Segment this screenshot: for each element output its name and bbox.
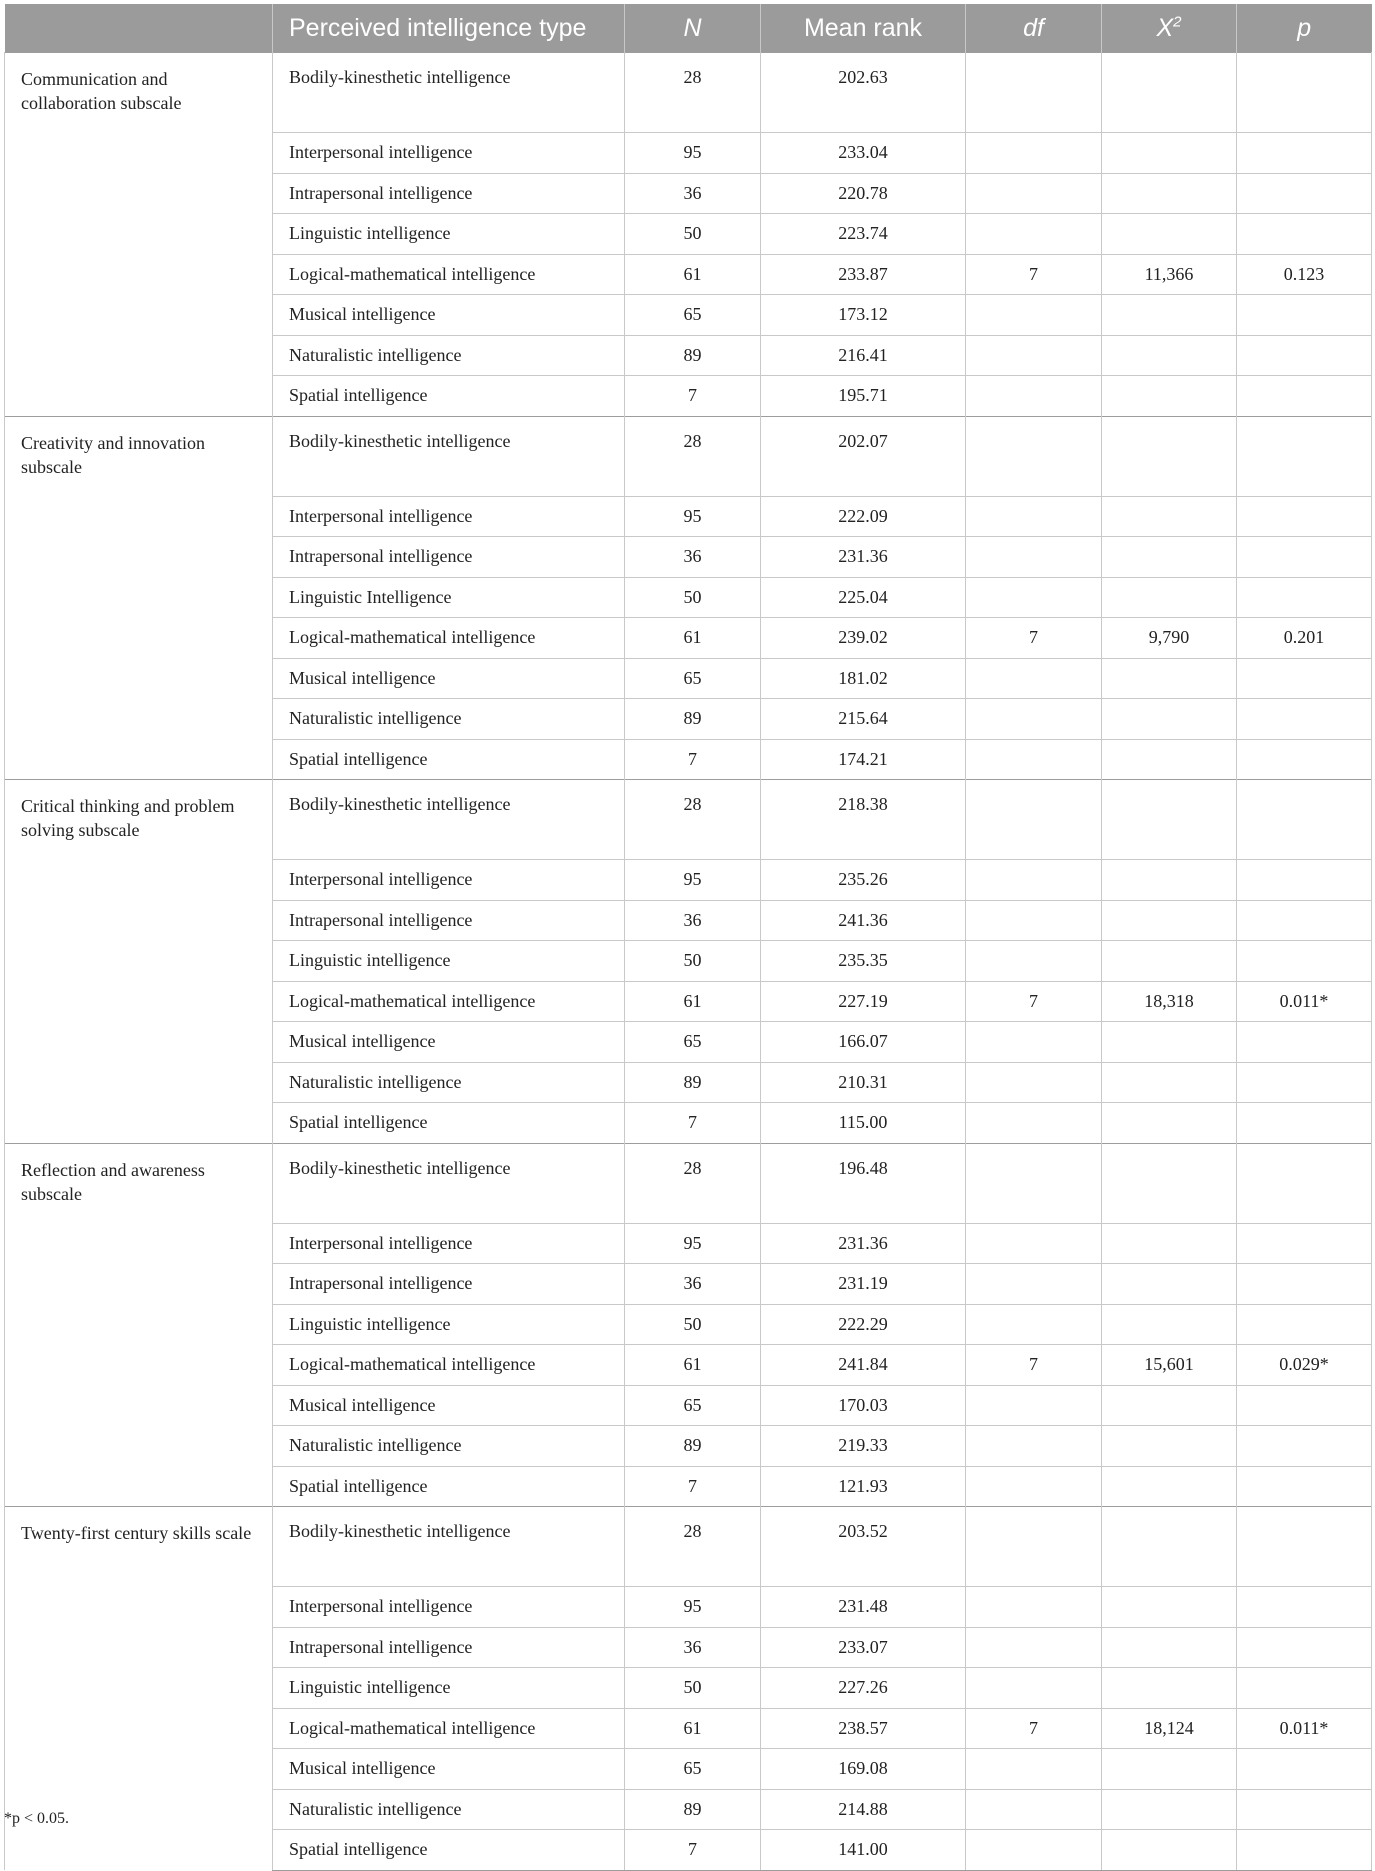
n-cell: 61 — [625, 981, 761, 1022]
n-cell: 36 — [625, 1264, 761, 1305]
n-cell: 89 — [625, 1426, 761, 1467]
intelligence-type-cell: Logical-mathematical intelligence — [273, 618, 625, 659]
chi-square-cell — [1102, 577, 1237, 618]
intelligence-type-cell: Interpersonal intelligence — [273, 1587, 625, 1628]
intelligence-type-cell: Linguistic intelligence — [273, 214, 625, 255]
n-cell: 28 — [625, 53, 761, 133]
intelligence-type-cell: Musical intelligence — [273, 1022, 625, 1063]
df-cell — [966, 335, 1102, 376]
p-value-cell — [1237, 941, 1372, 982]
intelligence-type-cell: Logical-mathematical intelligence — [273, 1345, 625, 1386]
mean-rank-cell: 115.00 — [761, 1103, 966, 1144]
chi-square-cell — [1102, 214, 1237, 255]
intelligence-type-cell: Intrapersonal intelligence — [273, 1627, 625, 1668]
scale-label: Twenty-first century skills scale — [5, 1507, 273, 1871]
df-cell — [966, 1304, 1102, 1345]
chi-square-cell — [1102, 658, 1237, 699]
p-value-cell — [1237, 416, 1372, 496]
df-cell — [966, 860, 1102, 901]
intelligence-type-cell: Naturalistic intelligence — [273, 699, 625, 740]
n-cell: 65 — [625, 658, 761, 699]
scale-label: Communication and collaboration subscale — [5, 53, 273, 417]
chi-square-cell — [1102, 416, 1237, 496]
intelligence-type-cell: Intrapersonal intelligence — [273, 900, 625, 941]
df-cell — [966, 900, 1102, 941]
n-cell: 36 — [625, 1627, 761, 1668]
intelligence-type-cell: Linguistic intelligence — [273, 941, 625, 982]
chi-square-cell: 15,601 — [1102, 1345, 1237, 1386]
n-cell: 65 — [625, 1385, 761, 1426]
df-cell: 7 — [966, 254, 1102, 295]
mean-rank-cell: 227.19 — [761, 981, 966, 1022]
mean-rank-cell: 210.31 — [761, 1062, 966, 1103]
table-row — [5, 780, 1372, 860]
intelligence-type-cell: Bodily-kinesthetic intelligence — [273, 1507, 625, 1587]
mean-rank-cell: 233.87 — [761, 254, 966, 295]
table-body — [5, 53, 1372, 1871]
intelligence-type-cell: Bodily-kinesthetic intelligence — [273, 780, 625, 860]
df-cell — [966, 941, 1102, 982]
mean-rank-cell: 195.71 — [761, 376, 966, 417]
chi-square-cell — [1102, 1062, 1237, 1103]
intelligence-type-cell: Bodily-kinesthetic intelligence — [273, 53, 625, 133]
mean-rank-cell: 227.26 — [761, 1668, 966, 1709]
df-cell — [966, 1143, 1102, 1223]
df-cell — [966, 173, 1102, 214]
intelligence-type-cell: Spatial intelligence — [273, 1830, 625, 1871]
mean-rank-cell: 174.21 — [761, 739, 966, 780]
chi-square-cell — [1102, 53, 1237, 133]
p-value-cell — [1237, 860, 1372, 901]
chi-square-cell — [1102, 133, 1237, 174]
intelligence-type-cell: Logical-mathematical intelligence — [273, 981, 625, 1022]
p-value-cell: 0.011* — [1237, 981, 1372, 1022]
df-cell — [966, 496, 1102, 537]
df-cell — [966, 658, 1102, 699]
n-cell: 89 — [625, 699, 761, 740]
table-row — [5, 53, 1372, 133]
p-value-cell — [1237, 1304, 1372, 1345]
df-cell — [966, 699, 1102, 740]
n-cell: 61 — [625, 1345, 761, 1386]
chi-square-cell — [1102, 1304, 1237, 1345]
intelligence-type-cell: Naturalistic intelligence — [273, 1789, 625, 1830]
chi-square-cell: 9,790 — [1102, 618, 1237, 659]
intelligence-type-cell: Naturalistic intelligence — [273, 1426, 625, 1467]
df-cell — [966, 214, 1102, 255]
mean-rank-cell: 170.03 — [761, 1385, 966, 1426]
mean-rank-cell: 141.00 — [761, 1830, 966, 1871]
mean-rank-cell: 233.07 — [761, 1627, 966, 1668]
n-cell: 28 — [625, 780, 761, 860]
chi-square-cell — [1102, 739, 1237, 780]
mean-rank-cell: 216.41 — [761, 335, 966, 376]
table-row — [5, 1507, 1372, 1587]
p-value-cell — [1237, 1627, 1372, 1668]
p-value-cell — [1237, 900, 1372, 941]
n-cell: 50 — [625, 941, 761, 982]
mean-rank-cell: 233.04 — [761, 133, 966, 174]
p-value-cell — [1237, 376, 1372, 417]
p-value-cell — [1237, 335, 1372, 376]
n-cell: 7 — [625, 1466, 761, 1507]
df-cell: 7 — [966, 1345, 1102, 1386]
chi-square-cell: 18,124 — [1102, 1708, 1237, 1749]
mean-rank-cell: 235.35 — [761, 941, 966, 982]
df-cell: 7 — [966, 618, 1102, 659]
n-cell: 36 — [625, 537, 761, 578]
n-cell: 7 — [625, 1830, 761, 1871]
chi-square-cell: 11,366 — [1102, 254, 1237, 295]
df-cell — [966, 1103, 1102, 1144]
mean-rank-cell: 238.57 — [761, 1708, 966, 1749]
mean-rank-cell: 241.36 — [761, 900, 966, 941]
p-value-cell — [1237, 1507, 1372, 1587]
mean-rank-cell: 121.93 — [761, 1466, 966, 1507]
header-mean-rank: Mean rank — [761, 4, 966, 53]
p-value-cell — [1237, 699, 1372, 740]
p-value-cell — [1237, 537, 1372, 578]
n-cell: 61 — [625, 254, 761, 295]
scale-label: Critical thinking and problem solving subscale — [5, 780, 273, 1144]
n-cell: 95 — [625, 1587, 761, 1628]
df-cell — [966, 295, 1102, 336]
chi-square-cell — [1102, 941, 1237, 982]
df-cell: 7 — [966, 981, 1102, 1022]
p-value-cell — [1237, 1385, 1372, 1426]
intelligence-type-cell: Logical-mathematical intelligence — [273, 254, 625, 295]
mean-rank-cell: 219.33 — [761, 1426, 966, 1467]
intelligence-type-cell: Spatial intelligence — [273, 1466, 625, 1507]
intelligence-type-cell: Intrapersonal intelligence — [273, 1264, 625, 1305]
p-value-cell — [1237, 1789, 1372, 1830]
chi-square-cell — [1102, 1627, 1237, 1668]
header-chi-square-base: X — [1156, 13, 1174, 42]
mean-rank-cell: 223.74 — [761, 214, 966, 255]
p-value-cell — [1237, 1264, 1372, 1305]
chi-square-cell — [1102, 860, 1237, 901]
intelligence-type-cell: Intrapersonal intelligence — [273, 537, 625, 578]
table-row — [5, 416, 1372, 496]
n-cell: 50 — [625, 214, 761, 255]
p-value-cell — [1237, 214, 1372, 255]
mean-rank-cell: 220.78 — [761, 173, 966, 214]
df-cell: 7 — [966, 1708, 1102, 1749]
n-cell: 95 — [625, 1223, 761, 1264]
p-value-cell: 0.123 — [1237, 254, 1372, 295]
chi-square-cell — [1102, 537, 1237, 578]
chi-square-cell — [1102, 900, 1237, 941]
scale-label: Creativity and innovation subscale — [5, 416, 273, 780]
intelligence-type-cell: Musical intelligence — [273, 295, 625, 336]
df-cell — [966, 1627, 1102, 1668]
chi-square-cell — [1102, 1507, 1237, 1587]
df-cell — [966, 780, 1102, 860]
p-value-cell: 0.011* — [1237, 1708, 1372, 1749]
chi-square-cell — [1102, 376, 1237, 417]
table-row — [5, 1143, 1372, 1223]
n-cell: 89 — [625, 1789, 761, 1830]
chi-square-cell — [1102, 1426, 1237, 1467]
p-value-cell — [1237, 133, 1372, 174]
p-value-cell — [1237, 173, 1372, 214]
n-cell: 89 — [625, 335, 761, 376]
chi-square-cell — [1102, 1466, 1237, 1507]
n-cell: 50 — [625, 1304, 761, 1345]
p-value-cell — [1237, 295, 1372, 336]
n-cell: 7 — [625, 376, 761, 417]
p-value-cell — [1237, 1749, 1372, 1790]
mean-rank-cell: 202.07 — [761, 416, 966, 496]
intelligence-type-cell: Linguistic intelligence — [273, 1668, 625, 1709]
p-value-cell — [1237, 658, 1372, 699]
intelligence-type-cell: Bodily-kinesthetic intelligence — [273, 416, 625, 496]
n-cell: 36 — [625, 173, 761, 214]
intelligence-type-cell: Interpersonal intelligence — [273, 860, 625, 901]
p-value-cell — [1237, 1587, 1372, 1628]
mean-rank-cell: 215.64 — [761, 699, 966, 740]
chi-square-cell — [1102, 295, 1237, 336]
n-cell: 95 — [625, 860, 761, 901]
n-cell: 28 — [625, 1507, 761, 1587]
header-chi-square — [1102, 4, 1237, 53]
df-cell — [966, 1789, 1102, 1830]
mean-rank-cell: 235.26 — [761, 860, 966, 901]
chi-square-cell — [1102, 1022, 1237, 1063]
intelligence-type-cell: Naturalistic intelligence — [273, 1062, 625, 1103]
mean-rank-cell: 225.04 — [761, 577, 966, 618]
df-cell — [966, 1062, 1102, 1103]
chi-square-cell — [1102, 780, 1237, 860]
n-cell: 50 — [625, 1668, 761, 1709]
p-value-cell — [1237, 1668, 1372, 1709]
df-cell — [966, 1749, 1102, 1790]
n-cell: 89 — [625, 1062, 761, 1103]
chi-square-cell — [1102, 335, 1237, 376]
n-cell: 61 — [625, 1708, 761, 1749]
chi-square-cell — [1102, 1385, 1237, 1426]
p-value-cell — [1237, 1223, 1372, 1264]
chi-square-cell — [1102, 1789, 1237, 1830]
p-value-cell: 0.201 — [1237, 618, 1372, 659]
results-table-container — [4, 4, 1371, 1871]
header-p: p — [1237, 4, 1372, 53]
df-cell — [966, 53, 1102, 133]
intelligence-type-cell: Interpersonal intelligence — [273, 496, 625, 537]
header-n: N — [625, 4, 761, 53]
chi-square-cell — [1102, 1587, 1237, 1628]
mean-rank-cell: 222.29 — [761, 1304, 966, 1345]
n-cell: 36 — [625, 900, 761, 941]
df-cell — [966, 739, 1102, 780]
kruskal-wallis-table — [4, 4, 1372, 1871]
p-value-cell — [1237, 496, 1372, 537]
header-chi-square-superscript: 2 — [1173, 13, 1182, 31]
intelligence-type-cell: Spatial intelligence — [273, 1103, 625, 1144]
mean-rank-cell: 169.08 — [761, 1749, 966, 1790]
chi-square-cell — [1102, 1264, 1237, 1305]
intelligence-type-cell: Linguistic intelligence — [273, 1304, 625, 1345]
df-cell — [966, 1587, 1102, 1628]
intelligence-type-cell: Interpersonal intelligence — [273, 133, 625, 174]
p-value-cell — [1237, 53, 1372, 133]
df-cell — [966, 1022, 1102, 1063]
chi-square-cell — [1102, 173, 1237, 214]
scale-label: Reflection and awareness subscale — [5, 1143, 273, 1507]
n-cell: 65 — [625, 295, 761, 336]
n-cell: 7 — [625, 739, 761, 780]
intelligence-type-cell: Musical intelligence — [273, 1749, 625, 1790]
p-value-cell — [1237, 1062, 1372, 1103]
df-cell — [966, 1507, 1102, 1587]
header-scale — [5, 4, 273, 53]
n-cell: 65 — [625, 1749, 761, 1790]
p-value-cell: 0.029* — [1237, 1345, 1372, 1386]
mean-rank-cell: 203.52 — [761, 1507, 966, 1587]
p-value-cell — [1237, 739, 1372, 780]
chi-square-cell — [1102, 1749, 1237, 1790]
table-header-row — [5, 4, 1372, 53]
n-cell: 61 — [625, 618, 761, 659]
df-cell — [966, 577, 1102, 618]
mean-rank-cell: 214.88 — [761, 1789, 966, 1830]
n-cell: 65 — [625, 1022, 761, 1063]
p-value-cell — [1237, 1466, 1372, 1507]
df-cell — [966, 1426, 1102, 1467]
intelligence-type-cell: Intrapersonal intelligence — [273, 173, 625, 214]
mean-rank-cell: 241.84 — [761, 1345, 966, 1386]
mean-rank-cell: 173.12 — [761, 295, 966, 336]
p-value-cell — [1237, 1143, 1372, 1223]
intelligence-type-cell: Interpersonal intelligence — [273, 1223, 625, 1264]
mean-rank-cell: 239.02 — [761, 618, 966, 659]
n-cell: 95 — [625, 133, 761, 174]
mean-rank-cell: 218.38 — [761, 780, 966, 860]
intelligence-type-cell: Spatial intelligence — [273, 739, 625, 780]
p-value-cell — [1237, 577, 1372, 618]
df-cell — [966, 1223, 1102, 1264]
n-cell: 7 — [625, 1103, 761, 1144]
df-cell — [966, 1466, 1102, 1507]
mean-rank-cell: 222.09 — [761, 496, 966, 537]
intelligence-type-cell: Musical intelligence — [273, 1385, 625, 1426]
intelligence-type-cell: Linguistic Intelligence — [273, 577, 625, 618]
chi-square-cell — [1102, 1143, 1237, 1223]
df-cell — [966, 537, 1102, 578]
table-footnote: *p < 0.05. — [4, 1810, 70, 1827]
n-cell: 28 — [625, 416, 761, 496]
chi-square-cell — [1102, 1103, 1237, 1144]
df-cell — [966, 1668, 1102, 1709]
n-cell: 95 — [625, 496, 761, 537]
chi-square-cell — [1102, 699, 1237, 740]
n-cell: 50 — [625, 577, 761, 618]
header-df: df — [966, 4, 1102, 53]
p-value-cell — [1237, 1103, 1372, 1144]
df-cell — [966, 376, 1102, 417]
df-cell — [966, 133, 1102, 174]
intelligence-type-cell: Spatial intelligence — [273, 376, 625, 417]
mean-rank-cell: 231.19 — [761, 1264, 966, 1305]
df-cell — [966, 1264, 1102, 1305]
p-value-cell — [1237, 1426, 1372, 1467]
p-value-cell — [1237, 1022, 1372, 1063]
intelligence-type-cell: Logical-mathematical intelligence — [273, 1708, 625, 1749]
chi-square-cell — [1102, 1668, 1237, 1709]
mean-rank-cell: 166.07 — [761, 1022, 966, 1063]
mean-rank-cell: 231.36 — [761, 537, 966, 578]
p-value-cell — [1237, 780, 1372, 860]
mean-rank-cell: 196.48 — [761, 1143, 966, 1223]
chi-square-cell — [1102, 1223, 1237, 1264]
mean-rank-cell: 231.36 — [761, 1223, 966, 1264]
mean-rank-cell: 231.48 — [761, 1587, 966, 1628]
chi-square-cell — [1102, 496, 1237, 537]
intelligence-type-cell: Naturalistic intelligence — [273, 335, 625, 376]
mean-rank-cell: 181.02 — [761, 658, 966, 699]
df-cell — [966, 416, 1102, 496]
df-cell — [966, 1385, 1102, 1426]
chi-square-cell: 18,318 — [1102, 981, 1237, 1022]
intelligence-type-cell: Bodily-kinesthetic intelligence — [273, 1143, 625, 1223]
header-intelligence-type: Perceived intelligence type — [273, 4, 625, 53]
n-cell: 28 — [625, 1143, 761, 1223]
intelligence-type-cell: Musical intelligence — [273, 658, 625, 699]
mean-rank-cell: 202.63 — [761, 53, 966, 133]
